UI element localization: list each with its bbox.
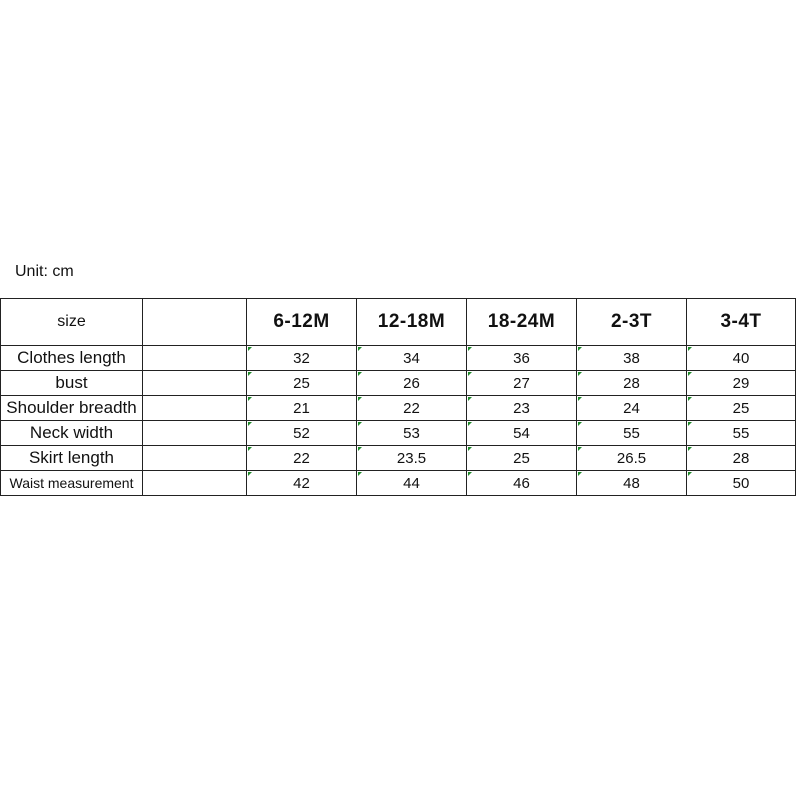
size-header-12-18m: 12-18M [357,299,467,346]
spacer-cell [143,421,247,446]
value-cell: 26.5 [577,446,687,471]
unit-label: Unit: cm [15,263,74,280]
value-cell: 28 [687,446,796,471]
header-label-cell: size [1,299,143,346]
value-cell: 26 [357,371,467,396]
spacer-cell [143,396,247,421]
spacer-cell [143,446,247,471]
row-label-shoulder-breadth: Shoulder breadth [1,396,143,421]
value-cell: 40 [687,346,796,371]
value-cell: 55 [577,421,687,446]
spacer-cell [143,371,247,396]
value-cell: 29 [687,371,796,396]
value-cell: 25 [467,446,577,471]
value-cell: 24 [577,396,687,421]
value-cell: 25 [247,371,357,396]
value-cell: 34 [357,346,467,371]
value-cell: 42 [247,471,357,496]
header-row [1,299,796,346]
value-cell: 27 [467,371,577,396]
value-cell: 38 [577,346,687,371]
value-cell: 36 [467,346,577,371]
value-cell: 25 [687,396,796,421]
value-cell: 44 [357,471,467,496]
header-spacer-cell [143,299,247,346]
value-cell: 22 [357,396,467,421]
spacer-cell [143,346,247,371]
size-header-6-12m: 6-12M [247,299,357,346]
table-row [1,396,796,421]
row-label-clothes-length: Clothes length [1,346,143,371]
value-cell: 52 [247,421,357,446]
value-cell: 22 [247,446,357,471]
value-cell: 23.5 [357,446,467,471]
row-label-skirt-length: Skirt length [1,446,143,471]
size-chart-table [0,298,796,496]
table-row [1,371,796,396]
value-cell: 55 [687,421,796,446]
spacer-cell [143,471,247,496]
table-row [1,346,796,371]
value-cell: 50 [687,471,796,496]
value-cell: 54 [467,421,577,446]
row-label-waist-measurement: Waist measurement [1,471,143,496]
value-cell: 21 [247,396,357,421]
value-cell: 28 [577,371,687,396]
size-header-2-3t: 2-3T [577,299,687,346]
size-header-18-24m: 18-24M [467,299,577,346]
row-label-neck-width: Neck width [1,421,143,446]
row-label-bust: bust [1,371,143,396]
table-row [1,421,796,446]
value-cell: 48 [577,471,687,496]
table-row [1,471,796,496]
value-cell: 32 [247,346,357,371]
size-header-3-4t: 3-4T [687,299,796,346]
value-cell: 46 [467,471,577,496]
value-cell: 53 [357,421,467,446]
table-row [1,446,796,471]
value-cell: 23 [467,396,577,421]
